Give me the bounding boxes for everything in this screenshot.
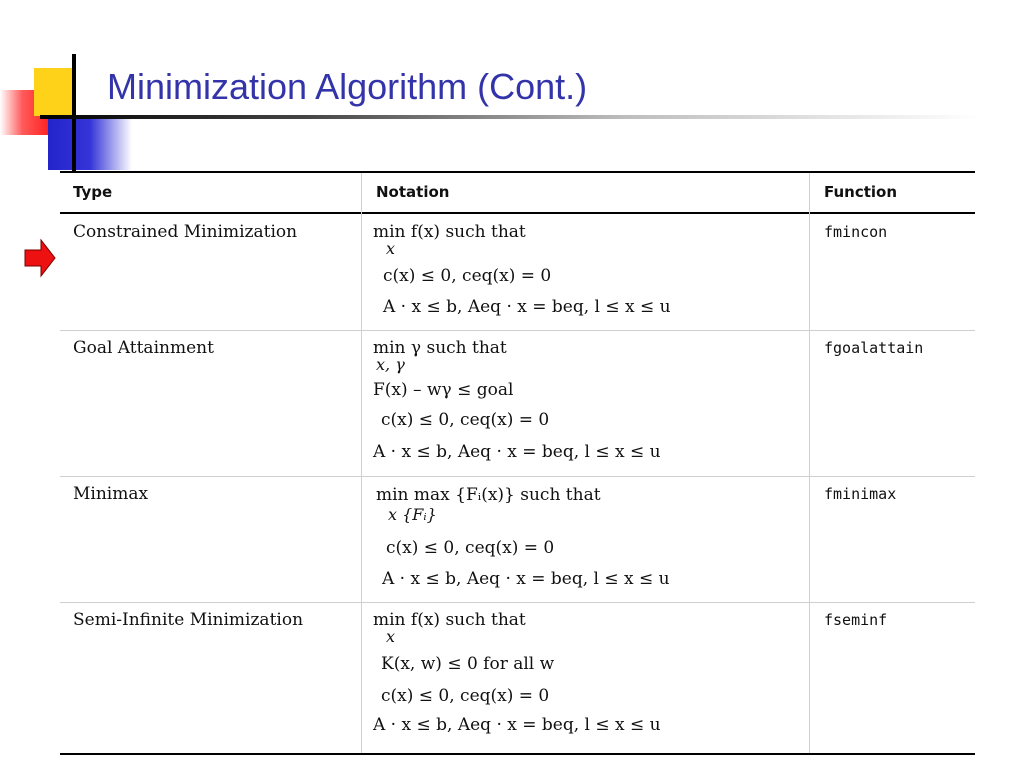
notation-line: K(x, w) ≤ 0 for all w [381,654,555,674]
table-row [60,214,975,331]
table-header [60,173,975,214]
notation-subscript: x, γ [376,355,405,374]
table-row [60,602,975,751]
decor-horizontal-rule [40,115,980,119]
slide-title: Minimization Algorithm (Cont.) [107,66,588,107]
algorithm-table [60,171,975,755]
right-arrow-icon [24,238,56,278]
notation-line: c(x) ≤ 0, ceq(x) = 0 [383,266,552,286]
notation-subscript: x [386,239,396,258]
row-type: Constrained Minimization [73,222,298,242]
notation-line: min max {Fᵢ(x)} such that [376,485,601,505]
notation-subscript: x {Fᵢ} [388,505,437,524]
row-type: Minimax [73,484,149,504]
notation-line: A · x ≤ b, Aeq · x = beq, l ≤ x ≤ u [373,442,661,462]
notation-subscript: x [386,627,396,646]
decor-yellow-block [34,68,76,116]
notation-line: c(x) ≤ 0, ceq(x) = 0 [381,686,550,706]
notation-line: min γ such that [373,338,507,358]
function-name: fmincon [824,223,888,241]
header-function: Function [824,183,898,201]
function-name: fgoalattain [824,339,924,357]
notation-line: min f(x) such that [373,610,526,630]
notation-line: min f(x) such that [373,222,526,242]
table-row [60,330,975,477]
table-row [60,476,975,603]
notation-line: c(x) ≤ 0, ceq(x) = 0 [381,410,550,430]
notation-line: A · x ≤ b, Aeq · x = beq, l ≤ x ≤ u [383,297,671,317]
function-name: fseminf [824,611,888,629]
notation-line: F(x) – wγ ≤ goal [373,380,514,400]
notation-line: c(x) ≤ 0, ceq(x) = 0 [386,538,555,558]
notation-line: A · x ≤ b, Aeq · x = beq, l ≤ x ≤ u [382,569,670,589]
decor-blue-block [48,118,132,170]
function-name: fminimax [824,485,897,503]
header-type: Type [73,183,113,201]
header-notation: Notation [376,183,450,201]
row-type: Semi-Infinite Minimization [73,610,304,630]
decor-vertical-rule [72,54,76,171]
row-type: Goal Attainment [73,338,214,358]
notation-line: A · x ≤ b, Aeq · x = beq, l ≤ x ≤ u [373,715,661,735]
